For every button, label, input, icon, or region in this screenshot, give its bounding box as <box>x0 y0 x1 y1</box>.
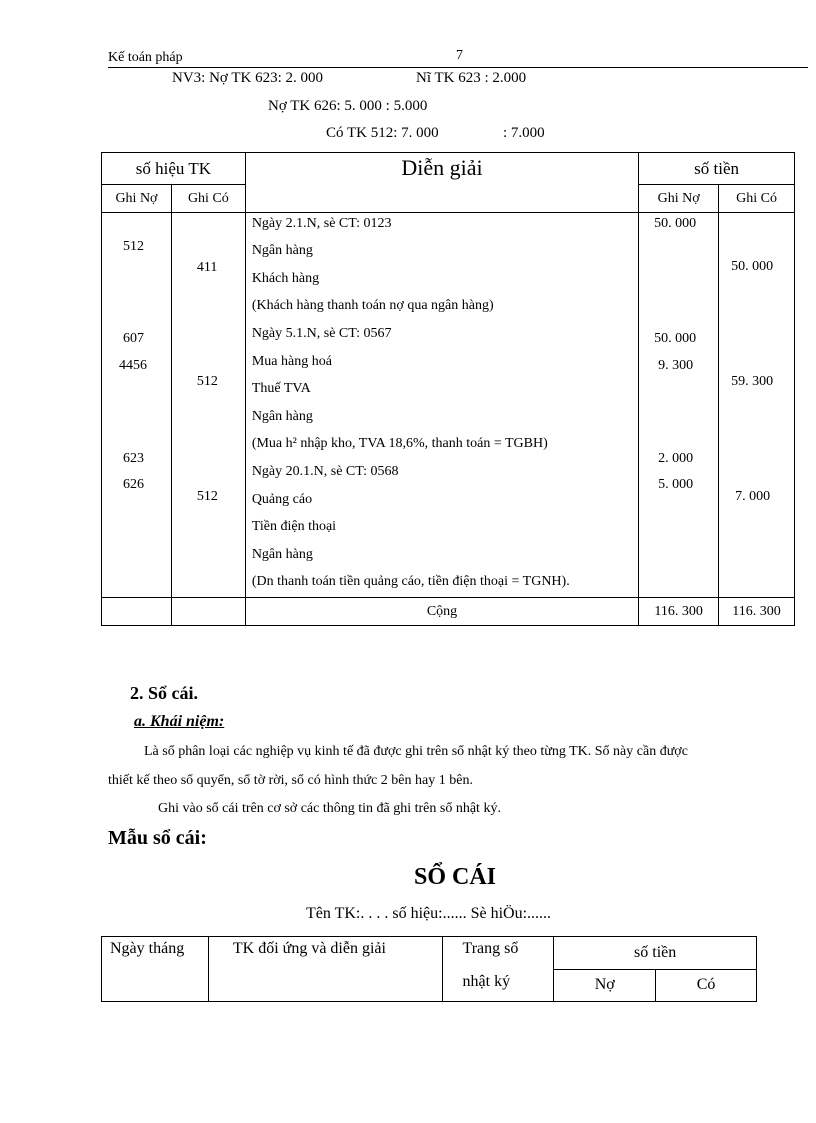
debit-account: 512 <box>123 239 144 254</box>
description-line: Ngày 20.1.N, sè CT: 0568 <box>251 464 399 479</box>
ledger-col-page <box>442 937 554 1002</box>
description-line: Mua hàng hoá <box>251 354 332 369</box>
col-debit-account: Ghi Nợ <box>102 185 172 213</box>
ledger-col-page-line1: Trang sổ <box>462 940 519 957</box>
ledger-title: SỔ CÁI <box>414 864 497 890</box>
col-debit-amount: Ghi Nợ <box>639 185 719 213</box>
nv3-line1-left: NV3: Nợ TK 623: 2. 000 <box>172 70 323 86</box>
col-credit-account: Ghi Có <box>171 185 245 213</box>
col-description: Diễn giải <box>245 153 638 213</box>
total-empty-debit-account <box>102 598 172 626</box>
debit-account: 607 <box>123 331 144 346</box>
nv3-line3-left: Có TK 512: 7. 000 <box>326 125 439 141</box>
debit-account: 626 <box>123 477 144 492</box>
credit-amount: 7. 000 <box>735 489 771 504</box>
ledger-col-amount: số tiền <box>554 937 757 970</box>
section-title: 2. Sổ cái. <box>130 683 199 703</box>
ledger-col-debit: Nợ <box>554 969 656 1002</box>
nv3-line2: Nợ TK 626: 5. 000 : 5.000 <box>268 98 428 114</box>
journal-table <box>101 152 795 626</box>
header-left: Kế toán pháp <box>108 50 183 65</box>
credit-amounts-cell <box>719 213 795 598</box>
paragraph-2: Ghi vào sổ cái trên cơ sở các thông tin đã ghi trên sổ nhật ký. <box>158 801 501 816</box>
description-line: Ngày 5.1.N, sè CT: 0567 <box>251 326 392 341</box>
page-number: 7 <box>456 48 463 63</box>
credit-account: 512 <box>196 489 218 504</box>
descriptions-cell <box>245 213 638 598</box>
form-title: Mẫu sổ cái: <box>108 827 207 849</box>
credit-amount: 59. 300 <box>731 374 774 389</box>
description-line: Khách hàng <box>251 271 320 286</box>
header-divider <box>108 67 808 68</box>
description-line: Thuế TVA <box>251 381 311 396</box>
nv3-line1-right: Nĩ TK 623 : 2.000 <box>416 70 527 86</box>
total-label: Cộng <box>245 598 638 626</box>
ledger-col-page-line2: nhật ký <box>462 973 511 990</box>
col-amount: số tiền <box>639 153 795 185</box>
description-line: (Mua h² nhập kho, TVA 18,6%, thanh toán = TGBH) <box>251 436 548 451</box>
ledger-col-account: TK đối ứng và diễn giải <box>208 937 442 1002</box>
description-line: Ngân hàng <box>251 243 313 258</box>
debit-account: 623 <box>123 451 144 466</box>
description-line: Tiền điện thoại <box>251 519 337 534</box>
ledger-col-date: Ngày tháng <box>102 937 209 1002</box>
debit-amount: 2. 000 <box>658 451 694 466</box>
ledger-col-credit: Có <box>656 969 757 1002</box>
ledger-subtitle: Tên TK:. . . . số hiệu:...... Sè hiÖu:...... <box>306 905 552 922</box>
credit-account: 411 <box>196 260 218 275</box>
nv3-line3-right: : 7.000 <box>503 125 545 141</box>
credit-account: 512 <box>196 374 218 389</box>
paragraph-1-line-2: thiết kế theo sổ quyển, sổ tờ rời, sổ có hình thức 2 bên hay 1 bên. <box>108 773 473 788</box>
debit-account: 4456 <box>119 358 147 373</box>
description-line: Quảng cáo <box>251 492 313 507</box>
col-credit-amount: Ghi Có <box>719 185 795 213</box>
section-subtitle: a. Khái niệm: <box>134 713 225 730</box>
debit-amounts-cell <box>639 213 719 598</box>
credit-accounts-cell <box>171 213 245 598</box>
debit-amount: 9. 300 <box>658 358 694 373</box>
paragraph-1-line-1: Là sổ phân loại các nghiệp vụ kinh tế đã được ghi trên sổ nhật ký theo từng TK. Sổ này cần được <box>144 744 688 759</box>
credit-amount: 50. 000 <box>731 259 774 274</box>
total-debit: 116. 300 <box>639 598 719 626</box>
description-line: Ngân hàng <box>251 409 313 424</box>
ledger-table <box>101 936 757 1002</box>
description-line: (Khách hàng thanh toán nợ qua ngân hàng) <box>251 298 494 313</box>
description-line: (Dn thanh toán tiền quảng cáo, tiền điện thoại = TGNH). <box>251 574 570 589</box>
debit-accounts-cell <box>102 213 172 598</box>
debit-amount: 50. 000 <box>654 331 697 346</box>
total-empty-credit-account <box>171 598 245 626</box>
description-line: Ngân hàng <box>251 547 313 562</box>
col-account-number: số hiệu TK <box>102 153 246 185</box>
debit-amount: 5. 000 <box>658 477 694 492</box>
description-line: Ngày 2.1.N, sè CT: 0123 <box>251 216 392 231</box>
debit-amount: 50. 000 <box>654 216 697 231</box>
total-credit: 116. 300 <box>719 598 795 626</box>
